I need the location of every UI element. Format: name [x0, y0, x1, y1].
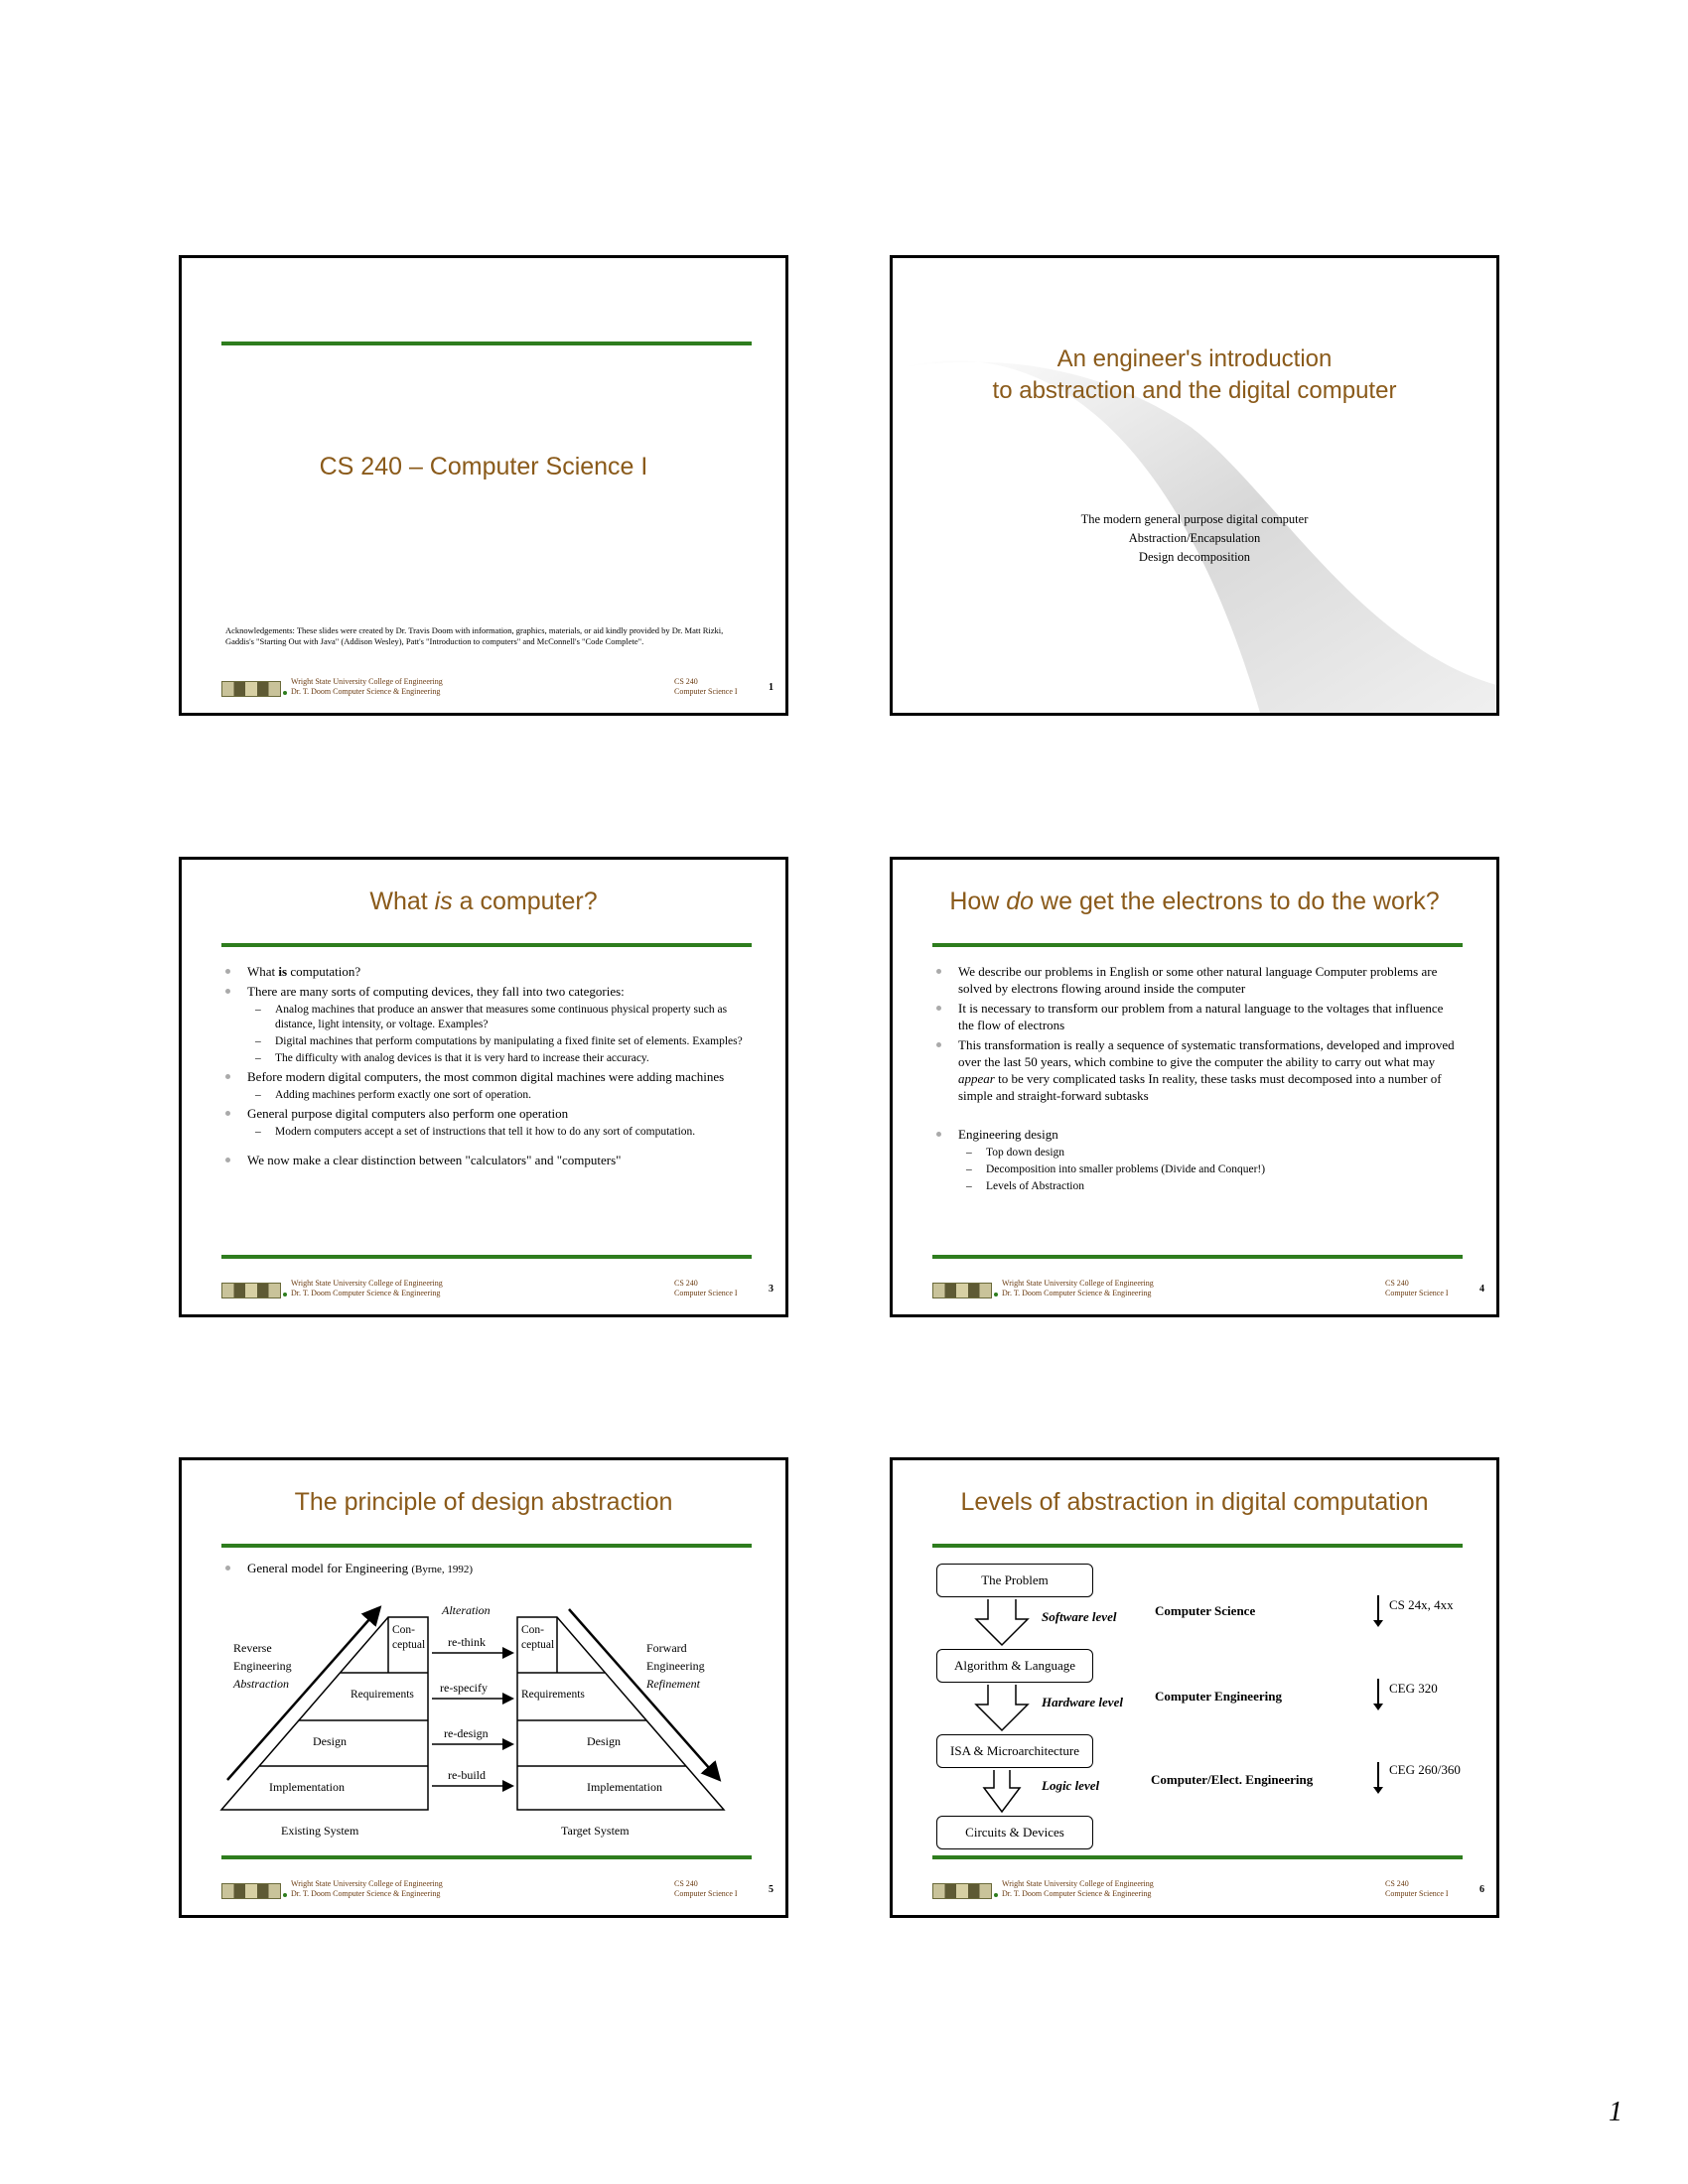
- swoosh-graphic: [893, 258, 1496, 713]
- logic-level-label: Logic level: [1042, 1778, 1100, 1793]
- bullet-item: What is computation?: [221, 963, 746, 980]
- footer-university: Wright State University College of Engineering Dr. T. Doom Computer Science & Engineering: [291, 1279, 443, 1297]
- bullet-item: General model for Engineering (Byrne, 1992): [221, 1560, 746, 1578]
- slide-title: The principle of design abstraction: [294, 1488, 673, 1516]
- slide-number: 4: [1479, 1284, 1484, 1295]
- university-logo: [932, 1283, 992, 1298]
- title-rule: [221, 341, 752, 345]
- label-requirements-right: Requirements: [521, 1689, 585, 1701]
- down-arrow-icon: [984, 1770, 1020, 1812]
- slide-number: 3: [769, 1284, 774, 1295]
- label-target-system: Target System: [561, 1824, 630, 1838]
- level-box-algorithm: Algorithm & Language: [936, 1649, 1093, 1683]
- topic-item: Abstraction/Encapsulation: [1128, 531, 1261, 545]
- slide-title: Levels of abstraction in digital computation: [960, 1488, 1429, 1516]
- slide-title: An engineer's introduction to abstraction and the digital computer: [992, 345, 1397, 404]
- level-box-circuits: Circuits & Devices: [936, 1816, 1093, 1849]
- label-implementation-right: Implementation: [587, 1780, 662, 1794]
- label-forward-engineering: Forward Engineering Refinement: [646, 1641, 705, 1691]
- label-implementation-left: Implementation: [269, 1780, 345, 1794]
- bullet-item: We describe our problems in English or some other natural language Computer problems are solved by electrons flowing around inside the computer: [932, 963, 1457, 997]
- label-existing-system: Existing System: [281, 1824, 359, 1838]
- university-logo: [932, 1883, 992, 1899]
- page-number: 1: [1609, 2097, 1622, 2127]
- slide-1: [179, 255, 788, 716]
- level-box-isa: ISA & Microarchitecture: [936, 1734, 1093, 1768]
- footer-course: CS 240 Computer Science I: [674, 1279, 738, 1297]
- slide-2: [890, 255, 1499, 716]
- slide-footer: [221, 1275, 777, 1304]
- university-logo: [221, 1883, 281, 1899]
- slide-title: What is a computer?: [369, 887, 598, 915]
- slide-6: [890, 1457, 1499, 1918]
- slide-number: 5: [769, 1884, 774, 1895]
- label-design-right: Design: [587, 1734, 621, 1748]
- bullet-list: [221, 963, 746, 1171]
- footer-course: CS 240 Computer Science I: [1385, 1279, 1449, 1297]
- course-arrow-icon: [1377, 1762, 1379, 1790]
- label-respecify: re-specify: [440, 1681, 488, 1695]
- slide-title: How do we get the electrons to do the work?: [949, 887, 1440, 915]
- sub-bullet-item: – Modern computers accept a set of instructions that tell it how to do any sort of computation.: [221, 1125, 746, 1140]
- bullet-list: [932, 963, 1457, 1196]
- bullet-item: General purpose digital computers also perform one operation: [221, 1105, 746, 1122]
- slide-footer: [221, 673, 777, 703]
- hardware-level-label: Hardware level: [1042, 1695, 1123, 1709]
- slide-number: 1: [769, 682, 774, 693]
- course-arrow-icon: [1377, 1679, 1379, 1706]
- acknowledgements: Acknowledgements: These slides were created by Dr. Travis Doom with information, graphics, materials, or aid kindly provided by Dr. Matt Rizki, Gaddis's "Starting Out with Java" (Addison Wesley), Patt's "Introduction to computers" and McConnell's "Code Complete".: [225, 625, 724, 646]
- university-logo: [221, 681, 281, 697]
- slide-4: [890, 857, 1499, 1317]
- slide-footer: [932, 1275, 1488, 1304]
- topic-list: [893, 510, 1496, 567]
- sub-bullet-item: – Adding machines perform exactly one sort of operation.: [221, 1088, 746, 1103]
- label-requirements-left: Requirements: [351, 1689, 414, 1701]
- logo-dot: [994, 1893, 998, 1897]
- slide-3: [179, 857, 788, 1317]
- label-redesign: re-design: [444, 1726, 489, 1740]
- field-computer-engineering: Computer Engineering: [1155, 1689, 1282, 1704]
- sub-bullet-item: – Decomposition into smaller problems (Divide and Conquer!): [932, 1162, 1457, 1177]
- label-alteration: Alteration: [442, 1603, 491, 1617]
- bullet-item: Engineering design: [932, 1126, 1457, 1143]
- footer-rule: [221, 1855, 752, 1859]
- label-design-left: Design: [313, 1734, 347, 1748]
- down-arrow-icon: [976, 1599, 1028, 1645]
- bullet-item: This transformation is really a sequence of systematic transformations, developed and improved over the last 50 years, which combine to give the computer the ability to carry out what may appear to be very complicated tasks In reality, these tasks must decomposed into a number of simple and straight-forward subtasks: [932, 1036, 1457, 1104]
- label-conceptual-right: Con- ceptual: [521, 1624, 555, 1651]
- slide-number: 6: [1479, 1884, 1484, 1895]
- title-rule: [221, 943, 752, 947]
- title-rule: [932, 943, 1463, 947]
- slide-5: [179, 1457, 788, 1918]
- slide-title: CS 240 – Computer Science I: [319, 453, 648, 480]
- footer-rule: [932, 1855, 1463, 1859]
- course-cs: CS 24x, 4xx: [1389, 1597, 1454, 1612]
- course-arrow-icon: [1377, 1595, 1379, 1623]
- label-reverse-engineering: Reverse Engineering Abstraction: [233, 1641, 292, 1691]
- bullet-item: There are many sorts of computing devices, they fall into two categories:: [221, 983, 746, 1000]
- label-rethink: re-think: [448, 1635, 486, 1649]
- logo-dot: [283, 1893, 287, 1897]
- footer-course: CS 240 Computer Science I: [674, 677, 738, 696]
- level-box-problem: The Problem: [936, 1564, 1093, 1597]
- course-ceg320: CEG 320: [1389, 1681, 1438, 1696]
- logo-dot: [283, 691, 287, 695]
- bullet-item: Before modern digital computers, the most common digital machines were adding machines: [221, 1068, 746, 1085]
- footer-university: Wright State University College of Engineering Dr. T. Doom Computer Science & Engineering: [1002, 1879, 1154, 1898]
- topic-item: Design decomposition: [1138, 550, 1251, 564]
- sub-bullet-item: – Levels of Abstraction: [932, 1179, 1457, 1194]
- label-conceptual-left: Con- ceptual: [392, 1624, 426, 1651]
- software-level-label: Software level: [1042, 1609, 1117, 1624]
- footer-course: CS 240 Computer Science I: [1385, 1879, 1449, 1898]
- university-logo: [221, 1283, 281, 1298]
- footer-university: Wright State University College of Engineering Dr. T. Doom Computer Science & Engineering: [291, 677, 443, 696]
- footer-rule: [221, 1255, 752, 1259]
- sub-bullet-item: – The difficulty with analog devices is that it is very hard to increase their accuracy.: [221, 1051, 746, 1066]
- slide-footer: [932, 1875, 1488, 1905]
- slide-footer: [221, 1875, 777, 1905]
- sub-bullet-item: – Digital machines that perform computations by manipulating a fixed finite set of elements. Examples?: [221, 1034, 746, 1049]
- field-elect-engineering: Computer/Elect. Engineering: [1151, 1772, 1314, 1787]
- sub-bullet-item: – Top down design: [932, 1146, 1457, 1160]
- sub-bullet-item: – Analog machines that produce an answer that measures some continuous physical property such as distance, light intensity, or voltage. Examples?: [221, 1003, 746, 1032]
- down-arrow-icon: [976, 1685, 1028, 1730]
- topic-item: The modern general purpose digital computer: [1080, 512, 1309, 526]
- footer-university: Wright State University College of Engineering Dr. T. Doom Computer Science & Engineering: [291, 1879, 443, 1898]
- logo-dot: [994, 1293, 998, 1297]
- logo-dot: [283, 1293, 287, 1297]
- bullet-item: We now make a clear distinction between "calculators" and "computers": [221, 1152, 746, 1168]
- footer-rule: [932, 1255, 1463, 1259]
- label-rebuild: re-build: [448, 1768, 486, 1782]
- bullet-item: It is necessary to transform our problem from a natural language to the voltages that influence the flow of electrons: [932, 1000, 1457, 1033]
- footer-university: Wright State University College of Engineering Dr. T. Doom Computer Science & Engineering: [1002, 1279, 1154, 1297]
- footer-course: CS 240 Computer Science I: [674, 1879, 738, 1898]
- course-ceg260: CEG 260/360: [1389, 1762, 1461, 1777]
- field-computer-science: Computer Science: [1155, 1603, 1256, 1618]
